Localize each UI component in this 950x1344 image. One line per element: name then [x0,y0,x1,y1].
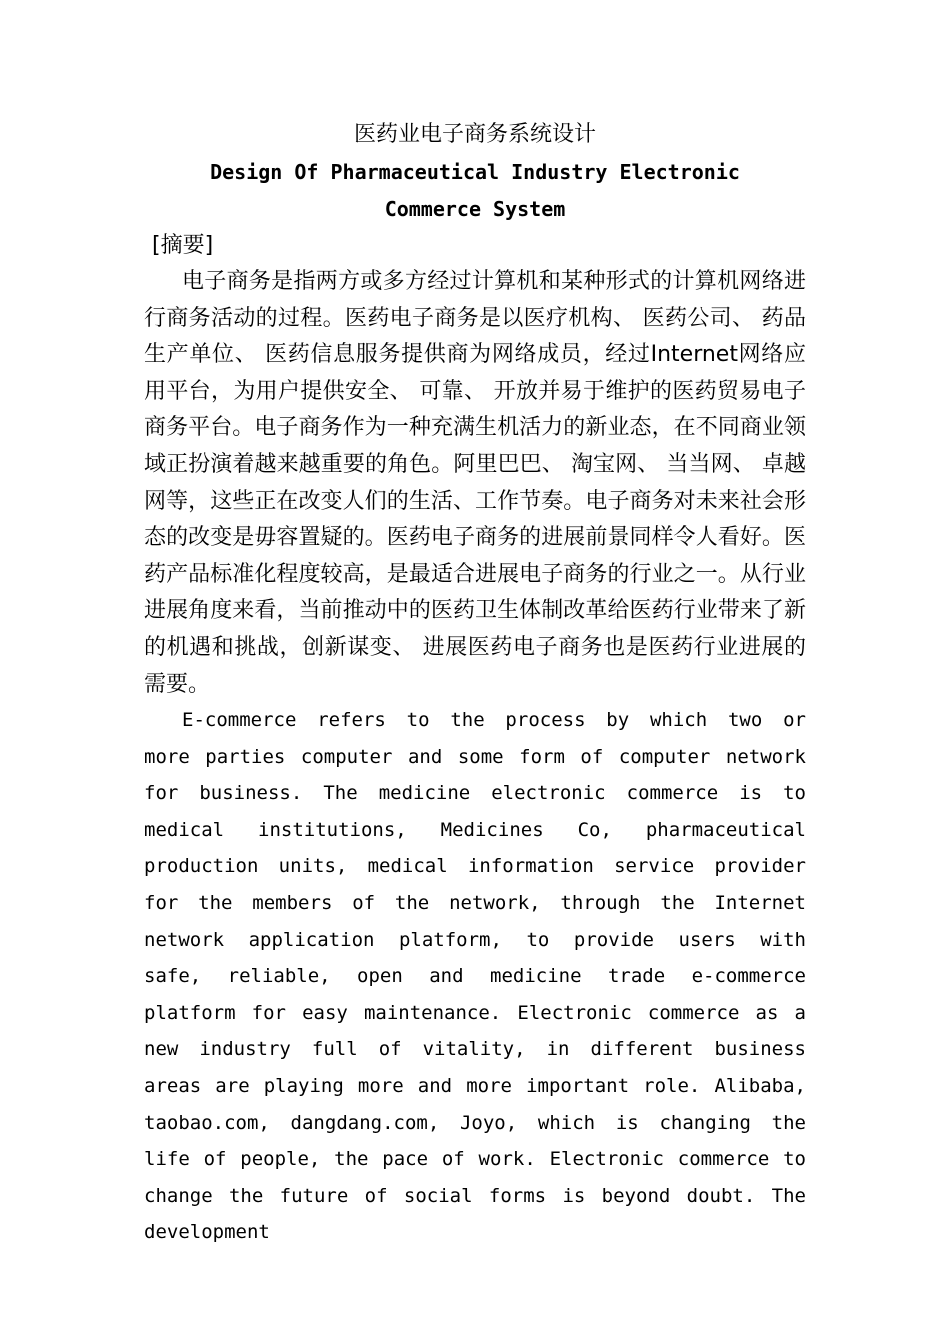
document-title-english-line-1: Design Of Pharmaceutical Industry Electronic [210,160,740,184]
document-title-chinese: 医药业电子商务系统设计 [353,122,596,147]
abstract-chinese-paragraph: 电子商务是指两方或多方经过计算机和某种形式的计算机网络进行商务活动的过程。医药电子商务是以医疗机构、 医药公司、 药品生产单位、 医药信息服务提供商为网络成员，经过Internet网络应用平台，为用户提供安全、 可靠、 开放并易于维护的医药贸易电子商务平台。电子商务作为一种充满生机活力的新业态，在不同商业领域正扮演着越来越重要的角色。阿里巴巴、 淘宝网、 当当网、 卓越网等，这些正在改变人们的生活、工作节奏。电子商务对未来社会形态的改变是毋容置疑的。医药电子商务的进展前景同样令人看好。医药产品标准化程度较高，是最适合进展电子商务的行业之一。从行业进展角度来看，当前推动中的医药卫生体制改革给医药行业带来了新的机遇和挑战，创新谋变、 进展医药电子商务也是医药行业进展的需要。 [144,269,806,697]
abstract-english-paragraph: E-commerce refers to the process by which two or more parties computer and some form of computer network for business. The medicine electronic commerce is to medical institutions, Medicines Co, pharmaceutical production units, medical information service provider for the members of the network, through the Internet network application platform, to provide users with safe, reliable, open and medicine trade e-commerce platform for easy maintenance. Electronic commerce as a new industry full of vitality, in different business areas are playing more and more important role. Alibaba, taobao.com, dangdang.com, Joyo, which is changing the life of people, the pace of work. Electronic commerce to change the future of social forms is beyond doubt. The development [144,709,806,1244]
document-title-english [0,154,950,228]
abstract-heading: [摘要] [152,233,214,258]
document-title-english-line-2: Commerce System [384,197,566,221]
